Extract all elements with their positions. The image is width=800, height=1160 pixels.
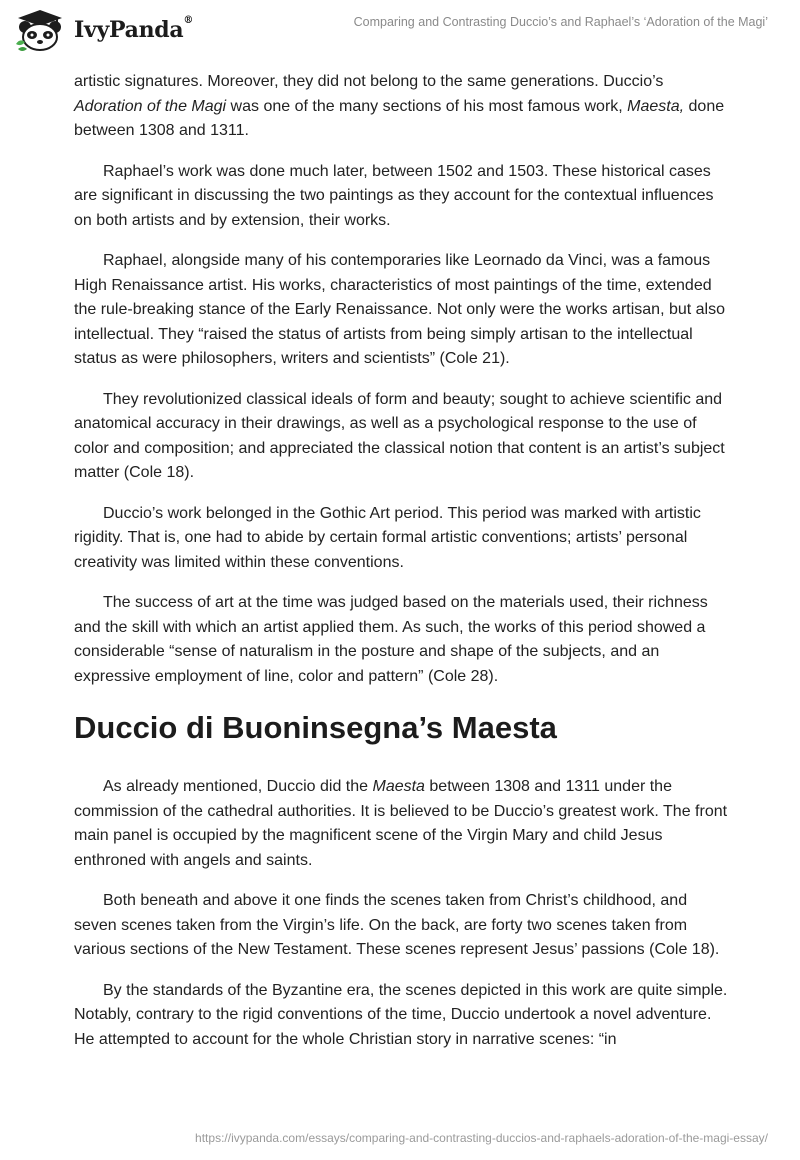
paragraph-2: Raphael’s work was done much later, between 1502 and 1503. These historical cases are significant in discussing the two paintings as they account for the contextual influences on both artists and by extension, their works.	[74, 162, 714, 229]
paragraph-5: Duccio’s work belonged in the Gothic Art period. This period was marked with artistic rigidity. That is, one had to abide by certain formal artistic conventions; artists’ personal creativity was limited within these conventions.	[74, 504, 701, 571]
paragraph-1: artistic signatures. Moreover, they did not belong to the same generations. Duccio’s Adoration of the Magi was one of the many sections of his most famous work, Maesta, done between 1308 and 1311.	[74, 73, 725, 139]
paragraph-6: The success of art at the time was judged based on the materials used, their richness and the skill with which an artist applied them. As such, the works of this period showed a considerable “sense of naturalism in the posture and shape of the subjects, and an expressive employment of line, color and pattern” (Cole 28).	[74, 594, 708, 685]
section-heading: Duccio di Buoninsegna’s Maesta	[74, 710, 557, 745]
paragraph-4: They revolutionized classical ideals of form and beauty; sought to achieve scientific and anatomical accuracy in their drawings, as well as a psychological response to the use of color and composition; and appreciated the classical notion that content is an artist’s subject matter (Cole 18).	[74, 390, 725, 481]
source-url-link[interactable]: https://ivypanda.com/essays/comparing-and-contrasting-duccios-and-raphaels-adoration-of-the-magi-essay/	[195, 1131, 768, 1145]
document-title: Comparing and Contrasting Duccio’s and Raphael’s ‘Adoration of the Magi’	[353, 15, 768, 29]
paragraph-3: Raphael, alongside many of his contemporaries like Leornado da Vinci, was a famous High Renaissance artist. His works, characteristics of most paintings of the time, extended the rule-breaking stance of the Early Renaissance. Not only were the works artisan, but also intellectual. They “raised the status of artists from being simply artisan to the intellectual status as were philosophers, writers and scientists” (Cole 21).	[74, 252, 725, 367]
logo-text: IvyPanda®	[74, 15, 194, 43]
panda-logo-icon	[12, 8, 68, 52]
paragraph-9: By the standards of the Byzantine era, the scenes depicted in this work are quite simple. Notably, contrary to the rigid conventions of the time, Duccio undertook a novel adventure. He attempted to account for the whole Christian story in narrative scenes: “in	[74, 981, 728, 1048]
ivypanda-logo[interactable]	[12, 8, 193, 52]
essay-body	[74, 70, 734, 1068]
paragraph-7: As already mentioned, Duccio did the Maesta between 1308 and 1311 under the commission of the cathedral authorities. It is believed to be Duccio’s greatest work. The front main panel is occupied by the magnificent scene of the Virgin Mary and child Jesus enthroned with angels and saints.	[74, 778, 728, 869]
paragraph-8: Both beneath and above it one finds the scenes taken from Christ’s childhood, and seven scenes taken from the Virgin’s life. On the back, are forty two scenes taken from various sections of the New Testament. These scenes represent Jesus’ passions (Cole 18).	[74, 892, 720, 958]
page-header	[0, 0, 800, 62]
